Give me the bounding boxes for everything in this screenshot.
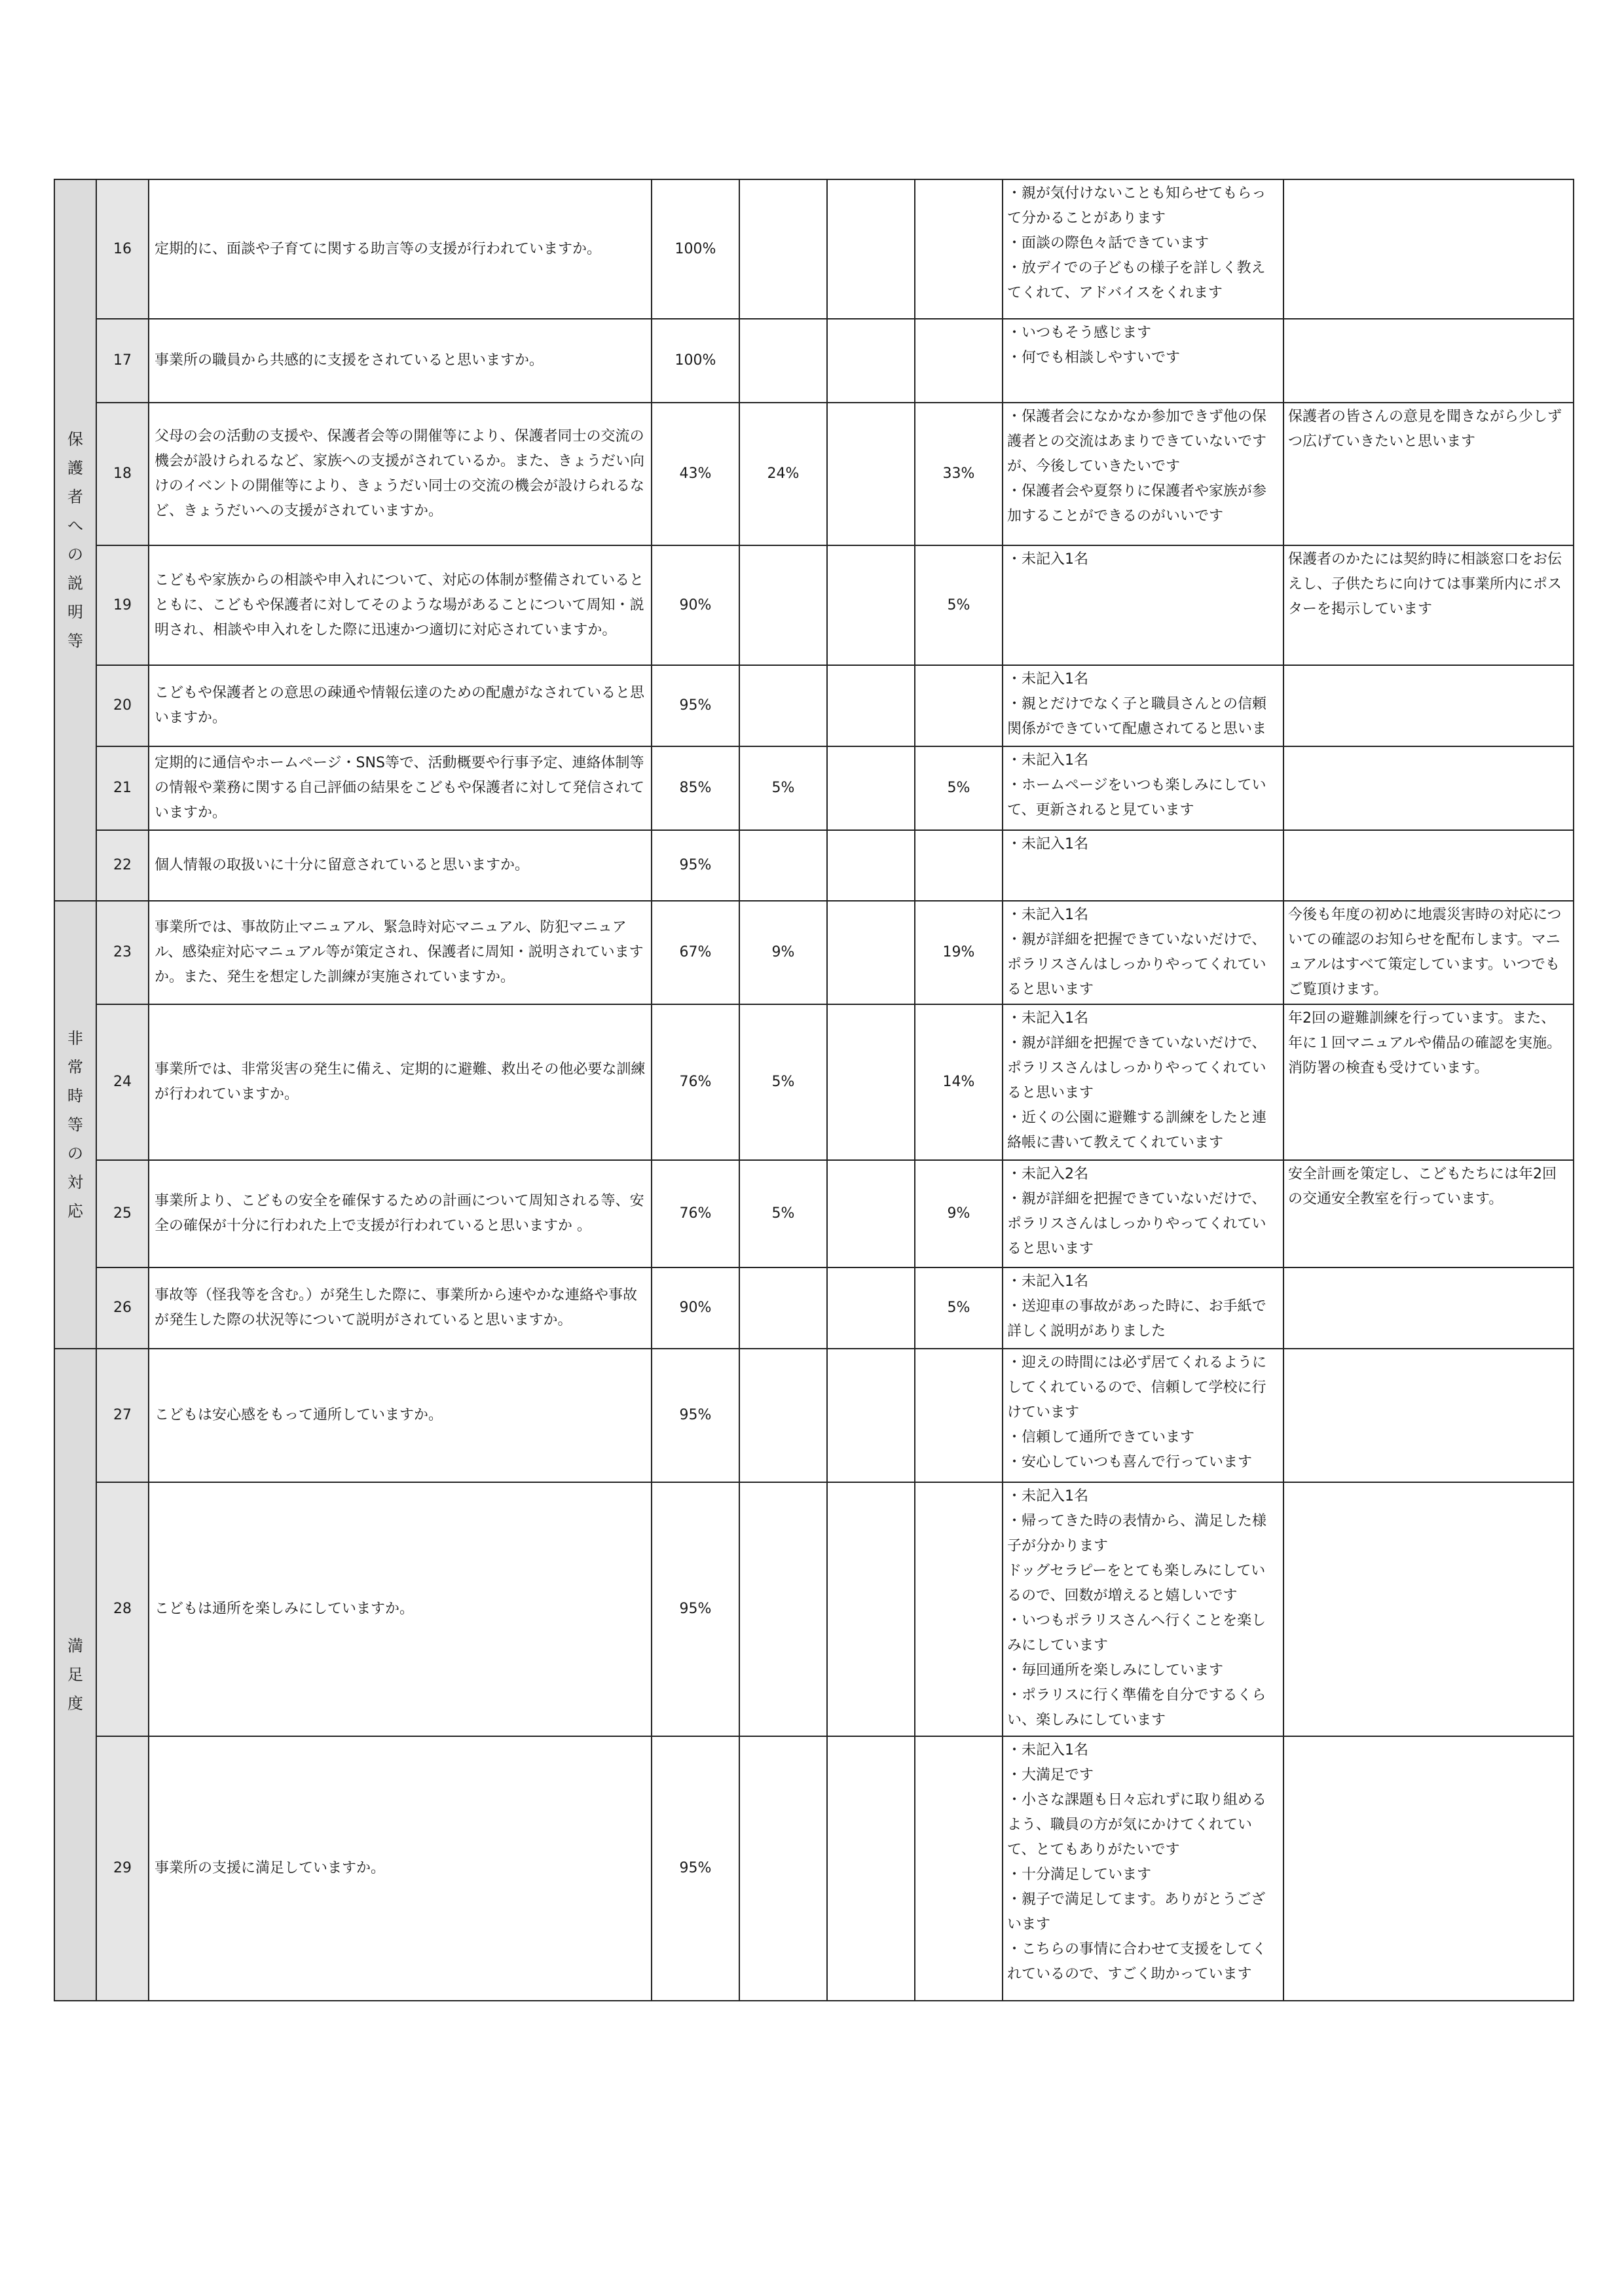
row-number: 21: [96, 746, 149, 830]
parent-comments: [1003, 1349, 1283, 1482]
row-number: 28: [96, 1482, 149, 1736]
comment-line: ・未記入1名: [1007, 907, 1088, 923]
table-row: [54, 1160, 1574, 1267]
table-row: [54, 1349, 1574, 1482]
facility-response: [1283, 1349, 1574, 1482]
table-row: [54, 179, 1574, 319]
percent-p3: [827, 1160, 915, 1267]
category-label: [55, 425, 96, 655]
comment-line: ・親が詳細を把握できていないだけで、ポラリスさんはしっかりやってくれていると思います: [1007, 1035, 1266, 1101]
parent-comments: [1003, 403, 1283, 545]
response-line: 保護者の皆さんの意見を聞きながら少しずつ広げていきたいと思います: [1288, 409, 1562, 450]
percent-p1: 95%: [652, 1482, 739, 1736]
percent-p1: 76%: [652, 1004, 739, 1160]
percent-p4: 5%: [915, 746, 1003, 830]
percent-p4: [915, 1349, 1003, 1482]
percent-p1: 43%: [652, 403, 739, 545]
percent-p3: [827, 545, 915, 665]
percent-p1: 67%: [652, 901, 739, 1004]
percent-p1: 85%: [652, 746, 739, 830]
percent-p3: [827, 1482, 915, 1736]
question-text: 定期的に、面談や子育てに関する助言等の支援が行われていますか。: [149, 179, 652, 319]
percent-p4: 19%: [915, 901, 1003, 1004]
comment-line: ・未記入1名: [1007, 836, 1088, 852]
percent-p4: [915, 179, 1003, 319]
table-row: [54, 665, 1574, 746]
row-number: 23: [96, 901, 149, 1004]
percent-p1: 90%: [652, 1267, 739, 1349]
category-char: 常: [67, 1058, 83, 1076]
comment-line: ・親が詳細を把握できていないだけで、ポラリスさんはしっかりやってくれていると思います: [1007, 1191, 1266, 1257]
percent-p1: 90%: [652, 545, 739, 665]
percent-p1: 76%: [652, 1160, 739, 1267]
percent-p4: [915, 830, 1003, 901]
comment-line: ・ホームページをいつも楽しみにしていて、更新されると見ています: [1007, 777, 1266, 818]
percent-p3: [827, 179, 915, 319]
category-label: [55, 1024, 96, 1226]
percent-p1: 100%: [652, 179, 739, 319]
comment-line: ・保護者会になかなか参加できず他の保護者との交流はあまりできていないですが、今後していきたいです: [1007, 409, 1267, 475]
category-char: の: [67, 545, 83, 564]
evaluation-table: [54, 179, 1574, 2001]
question-text: こどもや家族からの相談や申入れについて、対応の体制が整備されているとともに、こどもや保護者に対してそのような場があることについて周知・説明され、相談や申入れをした際に迅速かつ適切に対応されていますか。: [149, 545, 652, 665]
comment-line: ・未記入1名: [1007, 1273, 1088, 1290]
row-number: 26: [96, 1267, 149, 1349]
question-text: こどもは安心感をもって通所していますか。: [149, 1349, 652, 1482]
percent-p3: [827, 830, 915, 901]
category-char: へ: [67, 517, 83, 535]
facility-response: [1283, 179, 1574, 319]
comment-line: ・親が気付けないことも知らせてもらって分かることがあります: [1007, 185, 1266, 227]
comment-line: ・親子で満足してます。ありがとうございます: [1007, 1891, 1266, 1933]
comment-line: ・未記入1名: [1007, 752, 1088, 769]
percent-p3: [827, 746, 915, 830]
facility-response: [1283, 403, 1574, 545]
question-text: こどもや保護者との意思の疎通や情報伝達のための配慮がなされていると思いますか。: [149, 665, 652, 746]
table-row: [54, 1004, 1574, 1160]
category-char: 等: [67, 1116, 83, 1134]
comment-line: ・親とだけでなく子と職員さんとの信頼関係ができていて配慮されてると思いま: [1007, 696, 1267, 737]
percent-p3: [827, 1736, 915, 2001]
percent-p2: [739, 1349, 827, 1482]
category-char: 保: [67, 430, 83, 448]
percent-p1: 95%: [652, 1349, 739, 1482]
question-text: 父母の会の活動の支援や、保護者会等の開催等により、保護者同士の交流の機会が設けられるなど、家族への支援がされているか。また、きょうだい向けのイベントの開催等により、きょうだい同士の交流の機会が設けられるなど、きょうだいへの支援がされていますか。: [149, 403, 652, 545]
comment-line: ・親が詳細を把握できていないだけで、ポラリスさんはしっかりやってくれていると思います: [1007, 932, 1266, 998]
comment-line: ・いつもポラリスさんへ行くことを楽しみにしています: [1007, 1613, 1266, 1654]
comment-line: ・毎回通所を楽しみにしています: [1007, 1662, 1224, 1679]
row-number: 27: [96, 1349, 149, 1482]
question-text: 事業所より、こどもの安全を確保するための計画について周知される等、安全の確保が十分に行われた上で支援が行われていると思いますか 。: [149, 1160, 652, 1267]
category-char: 説: [67, 574, 83, 592]
response-line: 年2回の避難訓練を行っています。また、年に１回マニュアルや備品の確認を実施。消防署の検査も受けています。: [1288, 1010, 1562, 1076]
question-text: 事故等（怪我等を含む。）が発生した際に、事業所から速やかな連絡や事故が発生した際の状況等について説明がされていると思いますか。: [149, 1267, 652, 1349]
question-text: 定期的に通信やホームページ・SNS等で、活動概要や行事予定、連絡体制等の情報や業務に関する自己評価の結果をこどもや保護者に対して発信されていますか。: [149, 746, 652, 830]
comment-line: ・迎えの時間には必ず居てくれるようにしてくれているので、信頼して学校に行けています: [1007, 1355, 1267, 1421]
facility-response: [1283, 1736, 1574, 2001]
parent-comments: [1003, 746, 1283, 830]
response-line: 安全計画を策定し、こどもたちには年2回の交通安全教室を行っています。: [1288, 1166, 1557, 1207]
comment-line: ・未記入1名: [1007, 1010, 1088, 1027]
category-char: 満: [67, 1637, 83, 1655]
row-number: 18: [96, 403, 149, 545]
parent-comments: [1003, 830, 1283, 901]
facility-response: [1283, 1160, 1574, 1267]
percent-p3: [827, 901, 915, 1004]
category-char: 時: [67, 1087, 83, 1105]
question-text: 事業所の支援に満足していますか。: [149, 1736, 652, 2001]
facility-response: [1283, 319, 1574, 403]
percent-p4: [915, 1482, 1003, 1736]
comment-line: ・信頼して通所できています: [1007, 1429, 1195, 1446]
question-text: 事業所では、事故防止マニュアル、緊急時対応マニュアル、防犯マニュアル、感染症対応マニュアル等が策定され、保護者に周知・説明されていますか。また、発生を想定した訓練が実施されていますか。: [149, 901, 652, 1004]
facility-response: [1283, 1482, 1574, 1736]
table-row: [54, 319, 1574, 403]
percent-p4: [915, 319, 1003, 403]
percent-p2: [739, 319, 827, 403]
percent-p3: [827, 1349, 915, 1482]
comment-line: ・十分満足しています: [1007, 1867, 1152, 1883]
category-label: [55, 1631, 96, 1718]
category-char: 等: [67, 632, 83, 650]
category-char: 明: [67, 603, 83, 621]
response-line: 保護者のかたには契約時に相談窓口をお伝えし、子供たちに向けては事業所内にポスターを掲示しています: [1288, 551, 1562, 617]
parent-comments: [1003, 1736, 1283, 2001]
facility-response: [1283, 746, 1574, 830]
comment-line: ・未記入1名: [1007, 1488, 1088, 1504]
parent-comments: [1003, 545, 1283, 665]
percent-p4: 9%: [915, 1160, 1003, 1267]
row-number: 25: [96, 1160, 149, 1267]
table-row: [54, 1482, 1574, 1736]
category-char: 者: [67, 488, 83, 506]
category-char: 足: [67, 1666, 83, 1684]
facility-response: [1283, 901, 1574, 1004]
category-char: 度: [67, 1694, 83, 1713]
comment-line: ・こちらの事情に合わせて支援をしてくれているので、すごく助かっています: [1007, 1941, 1267, 1982]
comment-line: ・小さな課題も日々忘れずに取り組めるよう、職員の方が気にかけてくれていて、とてもありがたいです: [1007, 1792, 1267, 1858]
parent-comments: [1003, 1482, 1283, 1736]
table-row: [54, 830, 1574, 901]
row-number: 24: [96, 1004, 149, 1160]
parent-comments: [1003, 179, 1283, 319]
table-body: [54, 179, 1574, 2001]
row-number: 19: [96, 545, 149, 665]
percent-p2: [739, 1736, 827, 2001]
comment-line: ・帰ってきた時の表情から、満足した様子が分かります: [1007, 1513, 1267, 1554]
percent-p3: [827, 665, 915, 746]
comment-line: ・未記入1名: [1007, 1742, 1088, 1758]
percent-p1: 95%: [652, 665, 739, 746]
comment-line: ・送迎車の事故があった時に、お手紙で詳しく説明がありました: [1007, 1298, 1266, 1339]
category-cell: [54, 901, 96, 1349]
percent-p2: 5%: [739, 746, 827, 830]
response-line: 今後も年度の初めに地震災害時の対応についての確認のお知らせを配布します。マニュアルはすべて策定しています。いつでもご覧頂けます。: [1288, 907, 1562, 998]
percent-p4: [915, 1736, 1003, 2001]
percent-p4: 5%: [915, 1267, 1003, 1349]
facility-response: [1283, 545, 1574, 665]
question-text: 個人情報の取扱いに十分に留意されていると思いますか。: [149, 830, 652, 901]
percent-p2: 5%: [739, 1160, 827, 1267]
percent-p2: 9%: [739, 901, 827, 1004]
percent-p2: [739, 545, 827, 665]
table-row: [54, 403, 1574, 545]
parent-comments: [1003, 1004, 1283, 1160]
percent-p3: [827, 403, 915, 545]
row-number: 20: [96, 665, 149, 746]
facility-response: [1283, 1004, 1574, 1160]
table-row: [54, 1267, 1574, 1349]
question-text: 事業所では、非常災害の発生に備え、定期的に避難、救出その他必要な訓練が行われていますか。: [149, 1004, 652, 1160]
comment-line: ・いつもそう感じます: [1007, 325, 1152, 341]
question-text: 事業所の職員から共感的に支援をされていると思いますか。: [149, 319, 652, 403]
percent-p4: 33%: [915, 403, 1003, 545]
parent-comments: [1003, 319, 1283, 403]
row-number: 16: [96, 179, 149, 319]
table-row: [54, 746, 1574, 830]
percent-p2: [739, 1267, 827, 1349]
comment-line: ・未記入1名: [1007, 671, 1088, 687]
comment-line: ・保護者会や夏祭りに保護者や家族が参加することができるのがいいです: [1007, 483, 1267, 524]
comment-line: ・面談の際色々話できています: [1007, 235, 1209, 251]
comment-line: ・安心していつも喜んで行っています: [1007, 1454, 1253, 1470]
row-number: 22: [96, 830, 149, 901]
category-char: 応: [67, 1202, 83, 1220]
comment-line: ・ポラリスに行く準備を自分でするくらい、楽しみにしています: [1007, 1687, 1266, 1728]
category-char: 対: [67, 1173, 83, 1192]
category-char: 非: [67, 1029, 83, 1048]
comment-line: ・何でも相談しやすいです: [1007, 350, 1181, 366]
percent-p3: [827, 1267, 915, 1349]
category-char: 護: [67, 459, 83, 477]
percent-p4: 5%: [915, 545, 1003, 665]
parent-comments: [1003, 665, 1283, 746]
question-text: こどもは通所を楽しみにしていますか。: [149, 1482, 652, 1736]
percent-p2: 5%: [739, 1004, 827, 1160]
table-row: [54, 1736, 1574, 2001]
percent-p2: [739, 665, 827, 746]
facility-response: [1283, 1267, 1574, 1349]
percent-p1: 95%: [652, 830, 739, 901]
table-row: [54, 545, 1574, 665]
table-row: [54, 901, 1574, 1004]
comment-line: ドッグセラピーをとても楽しみにしているので、回数が増えると嬉しいです: [1007, 1563, 1266, 1604]
percent-p2: 24%: [739, 403, 827, 545]
comment-line: ・近くの公園に避難する訓練をしたと連絡帳に書いて教えてくれています: [1007, 1110, 1267, 1151]
comment-line: ・未記入2名: [1007, 1166, 1088, 1182]
category-cell: [54, 179, 96, 901]
percent-p2: [739, 1482, 827, 1736]
comment-line: ・大満足です: [1007, 1767, 1094, 1783]
comment-line: ・放デイでの子どもの様子を詳しく教えてくれて、アドバイスをくれます: [1007, 260, 1266, 301]
percent-p3: [827, 1004, 915, 1160]
facility-response: [1283, 830, 1574, 901]
percent-p4: 14%: [915, 1004, 1003, 1160]
percent-p3: [827, 319, 915, 403]
percent-p1: 100%: [652, 319, 739, 403]
percent-p2: [739, 179, 827, 319]
row-number: 17: [96, 319, 149, 403]
percent-p4: [915, 665, 1003, 746]
category-char: の: [67, 1144, 83, 1163]
comment-line: ・未記入1名: [1007, 551, 1088, 568]
percent-p2: [739, 830, 827, 901]
parent-comments: [1003, 901, 1283, 1004]
category-cell: [54, 1349, 96, 2001]
parent-comments: [1003, 1160, 1283, 1267]
percent-p1: 95%: [652, 1736, 739, 2001]
facility-response: [1283, 665, 1574, 746]
parent-comments: [1003, 1267, 1283, 1349]
row-number: 29: [96, 1736, 149, 2001]
